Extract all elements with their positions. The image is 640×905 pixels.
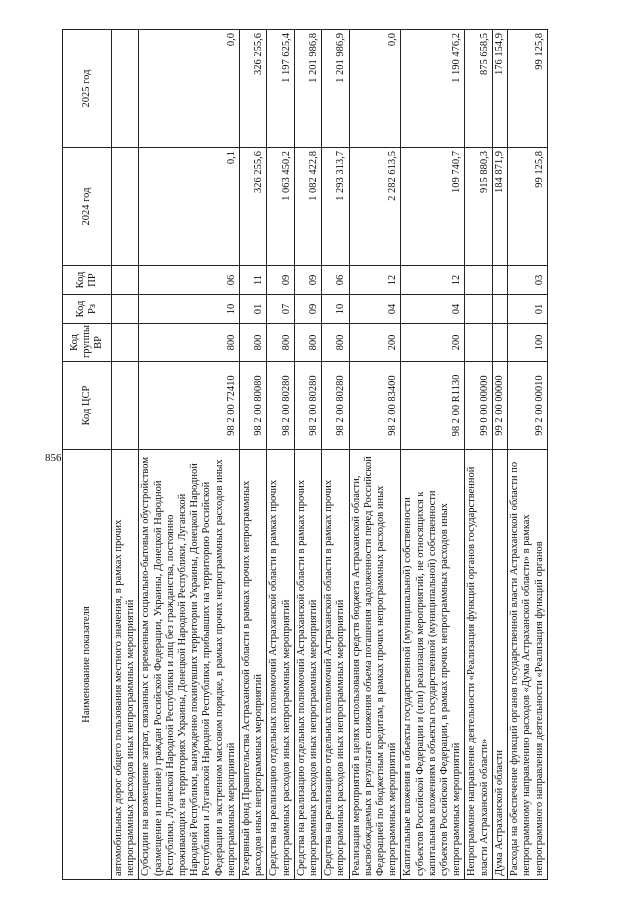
cell-csr: 99 2 00 00010 xyxy=(508,362,548,450)
cell-2024: 326 255,6 xyxy=(240,148,267,266)
cell-2024: 2 282 613,5 xyxy=(349,148,401,266)
table-header-row xyxy=(63,30,112,880)
budget-table xyxy=(62,29,548,880)
cell-csr: 99 0 00 00000 xyxy=(465,362,492,450)
cell-vr: 200 xyxy=(401,324,465,362)
cell-2025 xyxy=(112,30,139,148)
cell-csr: 98 2 00 72410 xyxy=(139,362,240,450)
cell-2025: 326 255,6 xyxy=(240,30,267,148)
cell-csr: 98 2 00 80280 xyxy=(294,362,321,450)
header-2025: 2025 год xyxy=(63,30,112,148)
cell-2025: 1 201 986,9 xyxy=(322,30,349,148)
table-body xyxy=(112,30,548,880)
table-row xyxy=(240,30,267,880)
cell-rz: 01 xyxy=(240,295,267,324)
table-row xyxy=(349,30,401,880)
cell-pr: 09 xyxy=(267,266,294,295)
cell-2025: 875 658,5 xyxy=(465,30,492,148)
header-vr: Код группы ВР xyxy=(63,324,112,362)
cell-rz: 04 xyxy=(401,295,465,324)
cell-pr: 11 xyxy=(240,266,267,295)
table-row xyxy=(267,30,294,880)
cell-2025: 176 154,9 xyxy=(492,30,507,148)
cell-vr: 100 xyxy=(508,324,548,362)
header-csr: Код ЦСР xyxy=(63,362,112,450)
cell-vr xyxy=(492,324,507,362)
cell-2024: 1 082 422,8 xyxy=(294,148,321,266)
cell-rz xyxy=(492,295,507,324)
cell-pr: 03 xyxy=(508,266,548,295)
cell-rz: 07 xyxy=(267,295,294,324)
cell-pr: 12 xyxy=(401,266,465,295)
cell-csr xyxy=(112,362,139,450)
table-row xyxy=(139,30,240,880)
cell-rz xyxy=(465,295,492,324)
cell-2024: 109 740,7 xyxy=(401,148,465,266)
cell-2025: 99 125,8 xyxy=(508,30,548,148)
cell-name: Капитальные вложения в объекты государственной (муниципальной) собственности субъектов Российской Федерации и (или) реализация мероприятий, не относящихся к капитальным вложениям в объекты государственной (муниципальной) собственности субъектов Российской Федерации, в рамках прочих непрограммных расходов иных непрограммных мероприятий xyxy=(401,450,465,880)
cell-rz: 09 xyxy=(294,295,321,324)
cell-2024: 0,1 xyxy=(139,148,240,266)
table-row xyxy=(508,30,548,880)
cell-2024: 99 125,8 xyxy=(508,148,548,266)
cell-2024 xyxy=(112,148,139,266)
cell-vr: 800 xyxy=(322,324,349,362)
cell-rz: 01 xyxy=(508,295,548,324)
cell-csr: 98 2 00 83400 xyxy=(349,362,401,450)
cell-vr: 800 xyxy=(139,324,240,362)
cell-2025: 1 197 625,4 xyxy=(267,30,294,148)
cell-csr: 98 2 00 80280 xyxy=(322,362,349,450)
cell-pr: 06 xyxy=(139,266,240,295)
cell-vr: 800 xyxy=(240,324,267,362)
header-2024: 2024 год xyxy=(63,148,112,266)
cell-csr: 98 2 00 R1130 xyxy=(401,362,465,450)
cell-name: Непрограммное направление деятельности «Реализация функций органов государственной власти Астраханской области» xyxy=(465,450,492,880)
cell-pr: 09 xyxy=(294,266,321,295)
cell-2025: 1 190 476,2 xyxy=(401,30,465,148)
cell-name: Средства на реализацию отдельных полномочий Астраханской области в рамках прочих непрограммных расходов иных непрограммных мероприятий xyxy=(322,450,349,880)
header-name: Наименование показателя xyxy=(63,450,112,880)
cell-vr xyxy=(112,324,139,362)
cell-rz: 10 xyxy=(139,295,240,324)
cell-csr: 99 2 00 00000 xyxy=(492,362,507,450)
table-row xyxy=(112,30,139,880)
cell-name: Реализация мероприятий в целях использования средств бюджета Астраханской области, высвобождаемых в результате снижения объема погашения задолженности перед Российской Федерацией по бюджетным кредитам, в рамках прочих непрограммных расходов иных непрограммных мероприятий xyxy=(349,450,401,880)
table-row xyxy=(465,30,492,880)
cell-vr: 200 xyxy=(349,324,401,362)
table-row xyxy=(294,30,321,880)
cell-name: Субсидии на возмещение затрат, связанных с временным социально-бытовым обустройством (размещение и питание) граждан Российской Федерации, Украины, Донецкой Народной Республики, Луганской Народной Республики и лиц без гражданства, постоянно проживающих на территориях Украины, Донецкой Народной Республики, Луганской Народной Республики, вынужденно покинувших территории Украины, Донецкой Народной Республики и Луганской Народной Республики, прибывших на территорию Российской Федерации в экстренном массовом порядке, в рамках прочих непрограммных расходов иных непрограммных мероприятий xyxy=(139,450,240,880)
rotated-page-content xyxy=(62,30,612,880)
cell-name: Средства на реализацию отдельных полномочий Астраханской области в рамках прочих непрограммных расходов иных непрограммных мероприятий xyxy=(267,450,294,880)
table-row xyxy=(401,30,465,880)
cell-vr: 800 xyxy=(267,324,294,362)
cell-vr xyxy=(465,324,492,362)
cell-2025: 0,0 xyxy=(349,30,401,148)
cell-name: Средства на реализацию отдельных полномочий Астраханской области в рамках прочих непрограммных расходов иных непрограммных мероприятий xyxy=(294,450,321,880)
cell-name: Резервный фонд Правительства Астраханской области в рамках прочих непрограммных расходов иных непрограммных мероприятий xyxy=(240,450,267,880)
cell-pr xyxy=(112,266,139,295)
header-pr: Код ПР xyxy=(63,266,112,295)
cell-2024: 1 063 450,2 xyxy=(267,148,294,266)
cell-vr: 800 xyxy=(294,324,321,362)
cell-csr: 98 2 00 80080 xyxy=(240,362,267,450)
header-rz: Код Рз xyxy=(63,295,112,324)
cell-2024: 915 880,3 xyxy=(465,148,492,266)
cell-name: Расходы на обеспечение функций органов государственной власти Астраханской области по непрограммному направлению расходов «Дума Астраханской области» в рамках непрограммного направления деятельности «Реализация функций органов xyxy=(508,450,548,880)
table-row xyxy=(492,30,507,880)
cell-2025: 1 201 986,8 xyxy=(294,30,321,148)
cell-rz: 10 xyxy=(322,295,349,324)
cell-name: автомобильных дорог общего пользования местного значения, в рамках прочих непрограммных расходов иных непрограммных мероприятий xyxy=(112,450,139,880)
cell-pr: 12 xyxy=(349,266,401,295)
cell-pr xyxy=(492,266,507,295)
cell-name: Дума Астраханской области xyxy=(492,450,507,880)
page-number: 856 xyxy=(45,452,62,464)
cell-csr: 98 2 00 80280 xyxy=(267,362,294,450)
cell-2024: 184 871,9 xyxy=(492,148,507,266)
cell-rz xyxy=(112,295,139,324)
cell-2025: 0,0 xyxy=(139,30,240,148)
cell-2024: 1 293 313,7 xyxy=(322,148,349,266)
cell-pr: 06 xyxy=(322,266,349,295)
cell-pr xyxy=(465,266,492,295)
cell-rz: 04 xyxy=(349,295,401,324)
table-row xyxy=(322,30,349,880)
